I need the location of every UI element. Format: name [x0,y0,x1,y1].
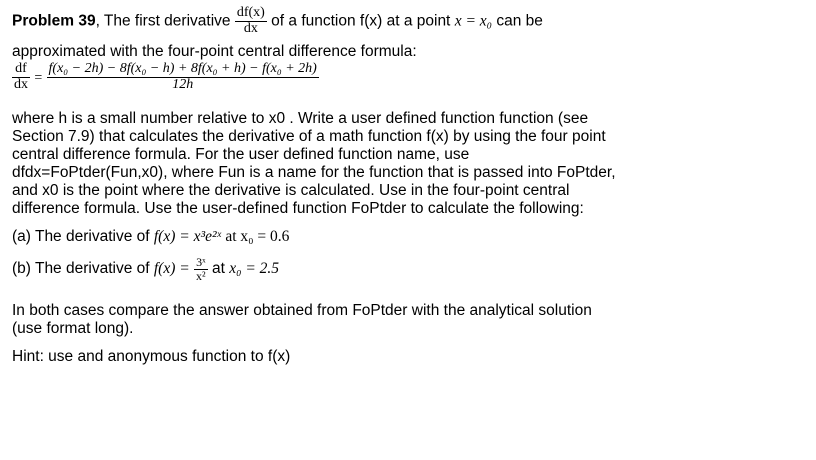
paragraph-line: where h is a small number relative to x0 . Write a user defined function function (see [12,110,589,127]
part-b-function: f(x) = [153,260,190,278]
point-expression: x = x₀ [454,12,493,30]
formula-denominator: 12h [172,76,194,92]
formula-rhs-fraction [47,62,319,92]
problem-intro-line [12,6,543,36]
formula-lhs-denominator: dx [14,76,28,92]
derivative-denominator: dx [243,20,258,36]
part-b-numerator: 3ˣ [194,256,208,270]
problem-label: Problem 39 [12,12,96,30]
part-b-fraction [194,256,208,282]
paragraph-line: central difference formula. For the user defined function name, use [12,146,470,163]
formula-lhs-fraction [12,62,30,92]
paragraph-line: and x0 is the point where the derivative is calculated. Use in the four-point central [12,182,570,199]
intro-text-b: of a function f(x) at a point [271,12,451,30]
part-a [12,228,289,246]
paragraph-line: Section 7.9) that calculates the derivative of a math function f(x) by using the four point [12,128,606,145]
derivative-fraction [235,6,267,36]
part-a-label: (a) The derivative of [12,228,150,245]
derivative-numerator: df(x) [236,5,265,20]
formula-lhs-numerator: df [12,62,30,78]
hint-text: Hint: use and anonymous function to f(x) [12,348,291,365]
compare-paragraph [12,302,797,338]
formula-numerator: f(x₀ − 2h) − 8f(x₀ − h) + 8f(x₀ + h) − f(x₀ + 2h) [48,61,317,76]
part-b-denominator: x² [196,268,206,283]
part-b-label: (b) The derivative of [12,260,150,278]
difference-formula [12,62,319,92]
intro-line-2: approximated with the four-point central difference formula: [12,43,417,60]
formula-equals: = [34,70,43,86]
intro-text-c: can be [496,12,543,30]
part-b-point: x₀ = 2.5 [229,260,280,278]
intro-text-a: , The first derivative [95,12,231,30]
paragraph-line: dfdx=FoPtder(Fun,x0), where Fun is a name for the function that is passed into FoPtder, [12,164,616,181]
paragraph-line: In both cases compare the answer obtained from FoPtder with the analytical solution [12,302,592,319]
instructions-paragraph [12,110,797,218]
part-b [12,256,279,282]
paragraph-line: (use format long). [12,320,134,337]
part-a-function: f(x) = x³e²ˣ [153,228,222,245]
part-a-point: at x₀ = 0.6 [225,228,290,245]
part-b-at: at [211,260,225,278]
paragraph-line: difference formula. Use the user-defined function FoPtder to calculate the following: [12,200,584,217]
